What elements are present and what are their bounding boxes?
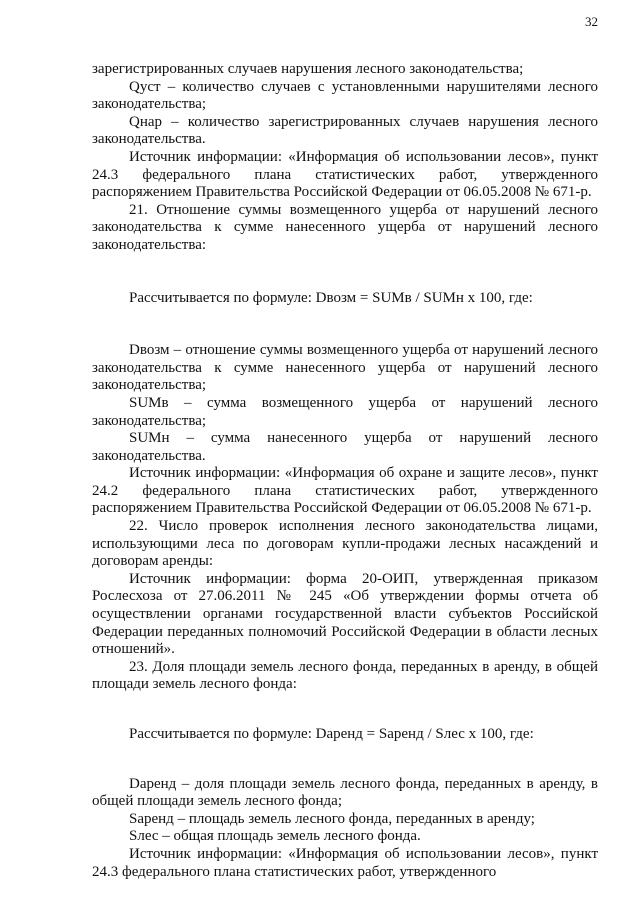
- paragraph: Qуст – количество случаев с установленными нарушителями лесного законодательства;: [92, 78, 598, 113]
- paragraph: SUMв – сумма возмещенного ущерба от нарушений лесного законодательства;: [92, 394, 598, 429]
- section-heading-22: 22. Число проверок исполнения лесного законодательства лицами, использующими леса по договорам купли-продажи лесных насаждений и договорам аренды:: [92, 518, 598, 570]
- source-paragraph: Источник информации: «Информация об использовании лесов», пункт 24.3 федерального плана статистических работ, утвержденного распоряжением Правительства Российской Федерации от 06.05.2008 № 671-р.: [92, 148, 598, 201]
- paragraph: Qнар – количество зарегистрированных случаев нарушения лесного законодательства.: [92, 113, 598, 148]
- spacer: [92, 694, 598, 726]
- source-paragraph: Источник информации: форма 20-ОИП, утвержденная приказом Рослесхоза от 27.06.2011 № 245 «Об утверждении формы отчета об осуществлении органами государственной власти субъектов Российской Федерации переданных полномочий Российской Федерации в области лесных отношений».: [92, 570, 598, 658]
- paragraph: SUMн – сумма нанесенного ущерба от нарушений лесного законодательства.: [92, 430, 598, 464]
- document-body: [92, 61, 598, 881]
- formula-line: Рассчитывается по формуле: Dвозм = SUMв / SUMн x 100, где:: [129, 289, 533, 306]
- spacer: [92, 744, 598, 776]
- paragraph: Dвозм – отношение суммы возмещенного ущерба от нарушений лесного законодательства к сумме нанесенного ущерба от нарушений лесного законодательства;: [92, 342, 598, 394]
- spacer: [92, 307, 598, 342]
- paragraph: Sлес – общая площадь земель лесного фонда.: [129, 828, 421, 845]
- section-heading-23: 23. Доля площади земель лесного фонда, переданных в аренду, в общей площади земель лесного фонда:: [92, 658, 598, 693]
- source-paragraph: Источник информации: «Информация об охране и защите лесов», пункт 24.2 федерального плана статистических работ, утвержденного распоряжением Правительства Российской Федерации от 06.05.2008 № 671-р.: [92, 465, 598, 517]
- formula-line: Рассчитывается по формуле: Dаренд = Sаренд / Sлес x 100, где:: [129, 726, 534, 742]
- spacer: [92, 255, 598, 290]
- paragraph: Dаренд – доля площади земель лесного фонда, переданных в аренду, в общей площади земель лесного фонда;: [92, 775, 598, 810]
- source-paragraph: Источник информации: «Информация об использовании лесов», пункт 24.3 федерального плана статистических работ, утвержденного: [92, 845, 598, 880]
- section-heading-21: 21. Отношение суммы возмещенного ущерба от нарушений лесного законодательства к сумме нанесенного ущерба от нарушений лесного законодательства:: [92, 201, 598, 253]
- page-number: 32: [585, 14, 598, 29]
- paragraph: Sаренд – площадь земель лесного фонда, переданных в аренду;: [129, 810, 535, 827]
- paragraph: зарегистрированных случаев нарушения лесного законодательства;: [92, 61, 524, 77]
